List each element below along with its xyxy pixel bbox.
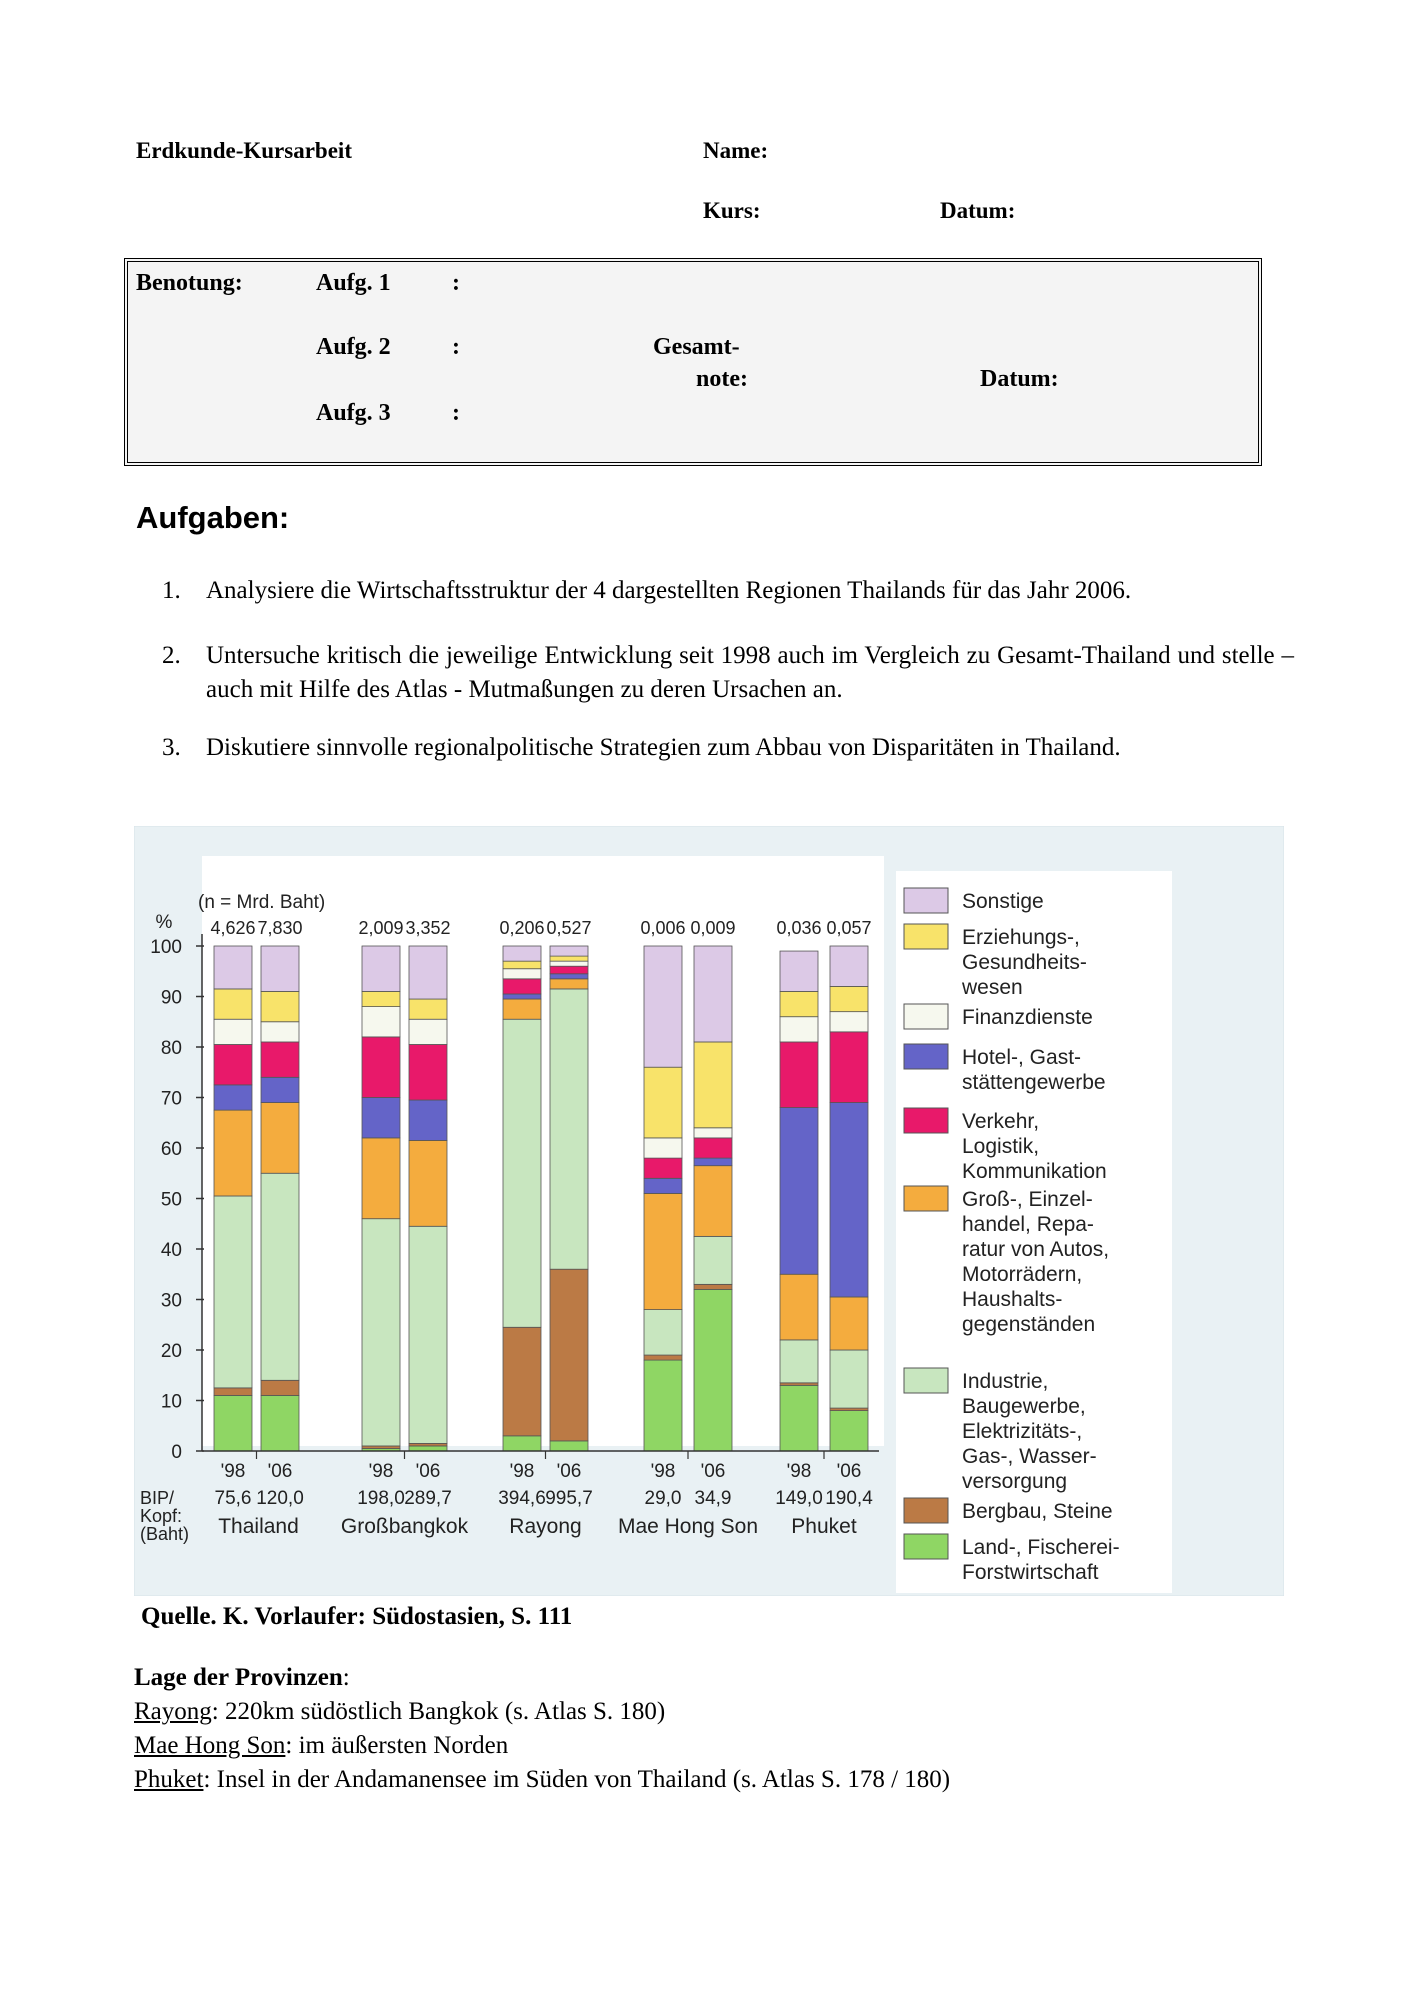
bar-segment xyxy=(644,1193,682,1309)
group-name-label: Großbangkok xyxy=(340,1515,469,1538)
bar-n-label: 4,626 xyxy=(210,918,256,938)
lage-heading-text: Lage der Provinzen xyxy=(134,1664,343,1691)
bar-segment xyxy=(780,1274,818,1340)
legend-label: Motorrädern, xyxy=(962,1263,1083,1286)
y-tick-label: 30 xyxy=(160,1290,182,1312)
bar-segment xyxy=(550,979,588,989)
bar-year-label: '06 xyxy=(556,1461,582,1482)
bar-segment xyxy=(780,1017,818,1042)
bar-segment xyxy=(830,1103,868,1297)
bar-segment xyxy=(261,1395,299,1451)
legend-label: stättengewerbe xyxy=(962,1071,1106,1094)
bar-segment xyxy=(261,1103,299,1174)
bar-segment xyxy=(362,1007,400,1037)
bar-segment xyxy=(409,946,447,999)
legend-swatch xyxy=(904,1534,948,1559)
bar-segment xyxy=(780,951,818,991)
bar-segment xyxy=(780,991,818,1016)
legend-label: Industrie, xyxy=(962,1370,1049,1393)
legend-swatch xyxy=(904,1368,948,1393)
bar-segment xyxy=(830,1012,868,1032)
y-tick-label: 60 xyxy=(160,1139,182,1160)
bar-segment xyxy=(261,1173,299,1380)
bar-segment xyxy=(409,1226,447,1443)
bar-bip-label: 29,0 xyxy=(644,1488,682,1509)
bar-year-label: '06 xyxy=(836,1461,862,1482)
bar-segment xyxy=(214,989,252,1019)
aufgaben-heading: Aufgaben: xyxy=(136,500,290,535)
bar-segment xyxy=(362,946,400,991)
bar-bip-label: 190,4 xyxy=(825,1488,873,1509)
bar-segment xyxy=(550,961,588,966)
task-number: 2. xyxy=(162,642,181,669)
bar-year-label: '98 xyxy=(368,1461,394,1482)
bar-segment xyxy=(780,1340,818,1383)
province-text: : 220km südöstlich Bangkok (s. Atlas S. 180) xyxy=(211,1698,666,1725)
legend-label: Logistik, xyxy=(962,1135,1040,1158)
legend-label: wesen xyxy=(962,976,1023,999)
course-title: Erdkunde-Kursarbeit xyxy=(136,138,352,163)
bar-segment xyxy=(830,946,868,986)
bar-segment xyxy=(780,1042,818,1108)
bar-n-label: 0,057 xyxy=(826,918,872,938)
y-tick-label: 40 xyxy=(160,1240,182,1261)
bar-segment xyxy=(644,946,682,1067)
task-text: Analysiere die Wirtschaftsstruktur der 4 dargestellten Regionen Thailands für das Jahr 2006. xyxy=(206,577,1132,604)
kurs-label: Kurs: xyxy=(703,198,761,223)
bar-segment xyxy=(362,1098,400,1138)
bar-segment xyxy=(214,1085,252,1110)
bar-segment xyxy=(644,1067,682,1138)
bar-segment xyxy=(362,1219,400,1446)
bar-segment xyxy=(550,989,588,1269)
bar-segment xyxy=(261,1042,299,1077)
bar-bip-label: 394,6 xyxy=(498,1488,546,1509)
gdp-label: (Baht) xyxy=(140,1524,190,1544)
bar-year-label: '06 xyxy=(700,1461,726,1482)
bar-segment xyxy=(694,1138,732,1158)
legend-swatch xyxy=(904,888,948,913)
bar-segment xyxy=(694,1236,732,1284)
task3-colon: : xyxy=(452,400,460,426)
task2-colon: : xyxy=(452,334,460,360)
legend-label: Erziehungs-, xyxy=(962,926,1080,949)
bar-segment xyxy=(409,1140,447,1226)
bar-segment xyxy=(694,1284,732,1289)
gesamt-label-line1: Gesamt- xyxy=(653,334,740,360)
bar-segment xyxy=(214,946,252,989)
bar-segment xyxy=(503,979,541,994)
source-caption: Quelle. K. Vorlaufer: Südostasien, S. 111 xyxy=(141,1603,573,1630)
bar-segment xyxy=(409,999,447,1019)
bar-segment xyxy=(503,994,541,999)
stacked-bar-chart xyxy=(134,826,1284,1596)
bar-segment xyxy=(362,1037,400,1098)
legend-label: handel, Repa- xyxy=(962,1213,1094,1236)
bar-year-label: '98 xyxy=(650,1461,676,1482)
y-tick-label: 80 xyxy=(160,1038,182,1059)
task-number: 3. xyxy=(162,734,181,761)
bar-bip-label: 149,0 xyxy=(775,1488,823,1509)
bar-segment xyxy=(261,1077,299,1102)
bar-segment xyxy=(550,956,588,961)
bar-segment xyxy=(409,1446,447,1451)
bar-bip-label: 995,7 xyxy=(545,1488,593,1509)
legend-label: Bergbau, Steine xyxy=(962,1500,1113,1523)
legend-label: Verkehr, xyxy=(962,1110,1040,1133)
bar-segment xyxy=(694,1166,732,1237)
bar-segment xyxy=(694,1289,732,1451)
legend-swatch xyxy=(904,1108,948,1133)
legend-swatch xyxy=(904,1498,948,1523)
task1-label: Aufg. 1 xyxy=(316,270,391,296)
bar-n-label: 0,206 xyxy=(499,918,545,938)
task1-colon: : xyxy=(452,270,460,296)
legend-swatch xyxy=(904,1044,948,1069)
province-name: Phuket xyxy=(134,1766,204,1793)
y-tick-label: 50 xyxy=(160,1189,182,1211)
bar-segment xyxy=(503,946,541,961)
province-name: Rayong xyxy=(134,1698,212,1725)
lage-item-maehongson xyxy=(134,1730,508,1762)
n-note: (n = Mrd. Baht) xyxy=(198,892,326,913)
bar-segment xyxy=(644,1360,682,1451)
y-unit-label: % xyxy=(155,912,173,933)
bar-segment xyxy=(830,1032,868,1103)
bar-bip-label: 198,0 xyxy=(357,1488,405,1509)
grading-box xyxy=(124,258,1262,466)
name-label: Name: xyxy=(703,138,769,163)
bar-n-label: 0,006 xyxy=(640,918,686,938)
group-name-label: Thailand xyxy=(218,1515,299,1538)
datum-label: Datum: xyxy=(940,198,1016,223)
bar-segment xyxy=(214,1388,252,1396)
bar-segment xyxy=(780,1108,818,1275)
bar-bip-label: 75,6 xyxy=(214,1488,252,1509)
bar-n-label: 3,352 xyxy=(405,918,451,938)
bar-year-label: '98 xyxy=(220,1461,246,1482)
bar-segment xyxy=(409,1100,447,1140)
bar-segment xyxy=(503,969,541,979)
bar-segment xyxy=(694,946,732,1042)
task-text: Diskutiere sinnvolle regionalpolitische Strategien zum Abbau von Disparitäten in Thailand. xyxy=(206,734,1121,761)
y-tick-label: 100 xyxy=(150,937,182,958)
bar-segment xyxy=(644,1138,682,1158)
bar-segment xyxy=(261,1380,299,1395)
legend-label: Baugewerbe, xyxy=(962,1395,1086,1418)
bar-segment xyxy=(503,1436,541,1451)
bar-segment xyxy=(830,986,868,1011)
bar-bip-label: 120,0 xyxy=(256,1488,304,1509)
legend-label: Gas-, Wasser- xyxy=(962,1445,1097,1468)
task3-label: Aufg. 3 xyxy=(316,400,391,426)
legend-label: versorgung xyxy=(962,1470,1068,1493)
y-tick-label: 0 xyxy=(171,1442,182,1463)
bar-segment xyxy=(550,1269,588,1441)
bar-segment xyxy=(550,966,588,974)
y-tick-label: 10 xyxy=(160,1391,182,1413)
bar-segment xyxy=(694,1042,732,1128)
bar-segment xyxy=(214,1044,252,1084)
bar-segment xyxy=(503,961,541,969)
legend-swatch xyxy=(904,924,948,949)
bar-segment xyxy=(409,1019,447,1044)
bar-year-label: '06 xyxy=(415,1461,441,1482)
bar-year-label: '98 xyxy=(786,1461,812,1482)
bar-segment xyxy=(214,1196,252,1388)
bar-segment xyxy=(550,974,588,979)
bar-segment xyxy=(780,1385,818,1451)
task-text: Untersuche kritisch die jeweilige Entwicklung seit 1998 auch im Vergleich zu Gesamt-Thailand und stelle – auch mit Hilfe des Atlas - Mutmaßungen zu deren Ursachen an. xyxy=(206,642,1294,703)
bar-segment xyxy=(644,1178,682,1193)
bar-segment xyxy=(214,1019,252,1044)
bar-segment xyxy=(261,946,299,991)
bar-segment xyxy=(550,946,588,956)
legend-label: Kommunikation xyxy=(962,1160,1107,1183)
bar-segment xyxy=(261,991,299,1021)
province-text: : im äußersten Norden xyxy=(285,1732,509,1759)
bar-segment xyxy=(214,1110,252,1196)
bar-segment xyxy=(261,1022,299,1042)
legend-swatch xyxy=(904,1186,948,1211)
legend-label: Hotel-, Gast- xyxy=(962,1046,1082,1069)
bar-segment xyxy=(694,1128,732,1138)
bar-segment xyxy=(362,1138,400,1219)
gesamt-label-line2: note: xyxy=(696,366,748,392)
bar-n-label: 0,009 xyxy=(690,918,736,938)
legend-label: Elektrizitäts-, xyxy=(962,1420,1083,1443)
bar-n-label: 0,527 xyxy=(546,918,592,938)
legend-swatch xyxy=(904,1004,948,1029)
bar-segment xyxy=(503,1327,541,1436)
bar-year-label: '06 xyxy=(267,1461,293,1482)
lage-item-phuket xyxy=(134,1764,950,1796)
province-text: : Insel in der Andamanensee im Süden von Thailand (s. Atlas S. 178 / 180) xyxy=(203,1766,951,1793)
lage-item-rayong xyxy=(134,1696,665,1728)
bar-segment xyxy=(830,1350,868,1408)
bar-segment xyxy=(550,1441,588,1451)
bar-segment xyxy=(644,1355,682,1360)
bar-segment xyxy=(409,1044,447,1100)
bar-n-label: 2,009 xyxy=(358,918,404,938)
bar-segment xyxy=(830,1411,868,1451)
gdp-label: BIP/ xyxy=(140,1488,175,1508)
bar-segment xyxy=(694,1158,732,1166)
lage-heading-colon: : xyxy=(342,1664,350,1691)
legend-label: Land-, Fischerei- xyxy=(962,1536,1120,1559)
legend-label: Sonstige xyxy=(962,890,1044,913)
legend-label: Gesundheits- xyxy=(962,951,1087,974)
lage-heading xyxy=(134,1662,350,1694)
legend-label: ratur von Autos, xyxy=(962,1238,1110,1261)
legend-label: Groß-, Einzel- xyxy=(962,1188,1093,1211)
bar-segment xyxy=(362,991,400,1006)
task2-label: Aufg. 2 xyxy=(316,334,391,360)
bar-year-label: '98 xyxy=(509,1461,535,1482)
group-name-label: Rayong xyxy=(509,1515,582,1538)
bar-segment xyxy=(503,999,541,1019)
grading-datum-label: Datum: xyxy=(980,366,1059,392)
bar-n-label: 7,830 xyxy=(257,918,303,938)
bar-bip-label: 34,9 xyxy=(694,1488,732,1509)
y-tick-label: 20 xyxy=(160,1341,182,1362)
group-name-label: Mae Hong Son xyxy=(617,1515,759,1538)
bar-segment xyxy=(503,1019,541,1327)
task-number: 1. xyxy=(162,577,181,604)
bar-segment xyxy=(644,1158,682,1178)
province-name: Mae Hong Son xyxy=(134,1732,286,1759)
benotung-label: Benotung: xyxy=(136,270,243,296)
bar-n-label: 0,036 xyxy=(776,918,822,938)
bar-segment xyxy=(644,1310,682,1355)
legend-label: Finanzdienste xyxy=(962,1006,1093,1029)
economic-structure-chart xyxy=(134,826,1284,1596)
y-tick-label: 90 xyxy=(160,987,182,1009)
bar-segment xyxy=(214,1395,252,1451)
legend-label: Haushalts- xyxy=(962,1288,1063,1311)
legend-label: gegenständen xyxy=(962,1313,1096,1336)
legend-label: Forstwirtschaft xyxy=(962,1561,1099,1584)
bar-segment xyxy=(830,1297,868,1350)
gdp-label: Kopf: xyxy=(140,1506,183,1526)
y-tick-label: 70 xyxy=(160,1088,182,1110)
bar-bip-label: 289,7 xyxy=(404,1488,452,1509)
group-name-label: Phuket xyxy=(791,1515,857,1538)
